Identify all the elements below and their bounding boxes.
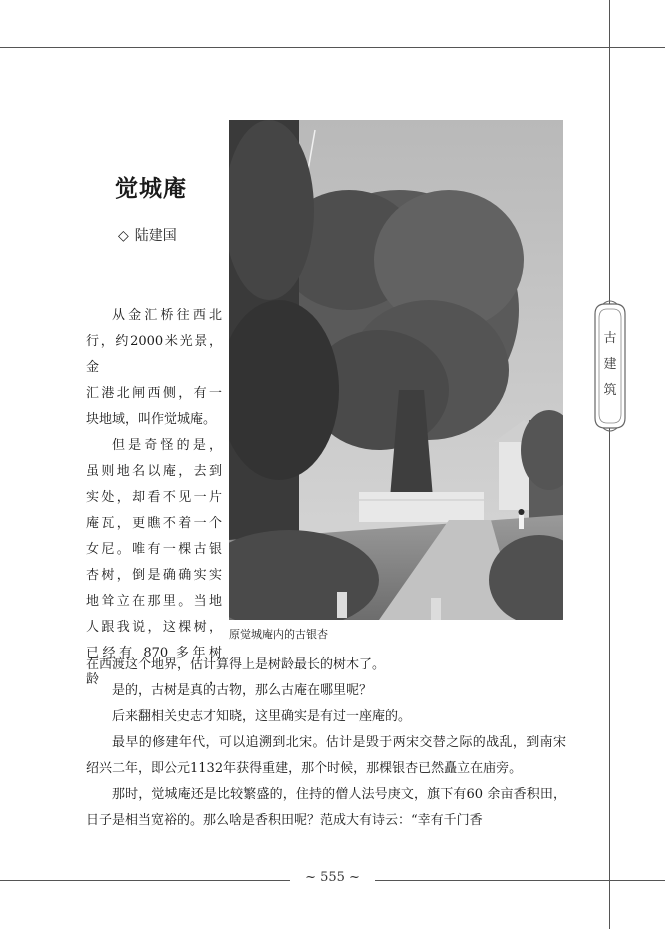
paragraph: 后来翻相关史志才知晓，这里确实是有过一座庵的。: [112, 709, 412, 724]
article-title: 觉城庵: [115, 175, 187, 202]
diamond-icon: ◇: [118, 228, 129, 244]
ginkgo-photo: [229, 120, 563, 620]
narrow-line: 人跟我说，这棵树，: [86, 620, 222, 635]
author-name: 陆建国: [134, 228, 177, 244]
narrow-line: 杏树，倒是确确实实: [86, 568, 222, 583]
narrow-line: 但是奇怪的是，: [112, 438, 222, 453]
narrow-line: 实处，却看不见一片: [86, 490, 222, 505]
footer-rule-left: [0, 880, 290, 881]
tab-char: 筑: [603, 383, 617, 398]
narrow-line: 女尼。唯有一棵古银: [86, 542, 222, 557]
wide-text-column: [86, 652, 566, 834]
tab-char: 建: [603, 357, 617, 372]
paragraph: 是的，古树是真的古物，那么古庵在哪里呢？: [112, 683, 373, 698]
narrow-line: 庵瓦，更瞧不着一个: [86, 516, 222, 531]
author-line: [118, 225, 177, 245]
narrow-text-column: [86, 303, 222, 693]
narrow-line: 块地域，叫作觉城庵。: [86, 412, 217, 427]
margin-rule: [609, 0, 610, 929]
footer-rule-right: [375, 880, 665, 881]
page-number: ~ 555 ~: [305, 870, 360, 885]
paragraph: 那时，觉城庵还是比较繁盛的，住持的僧人法号庚文，旗下有60 余亩香积田，日子是相当宽裕的。那么啥是香积田呢？范成大有诗云：“幸有千门香: [86, 787, 566, 828]
header-rule: [0, 47, 665, 48]
narrow-line: 行，约2000米光景，金: [86, 334, 222, 375]
narrow-line: 已经有 870 多年树龄，: [86, 646, 222, 687]
narrow-line: 虽则地名以庵，去到: [86, 464, 222, 479]
paragraph: 在西渡这个地界，估计算得上是树龄最长的树木了。: [86, 657, 386, 672]
narrow-line: 汇港北闸西侧，有一: [86, 386, 222, 401]
paragraph: 最早的修建年代，可以追溯到北宋。估计是毁于两宋交替之际的战乱，到南宋绍兴二年，即公元1132年获得重建，那个时候，那棵银杏已然矗立在庙旁。: [86, 735, 566, 776]
section-tab-label: [601, 326, 619, 404]
photo-caption: 原觉城庵内的古银杏: [229, 628, 328, 641]
narrow-line: 地耸立在那里。当地: [86, 594, 222, 609]
tab-char: 古: [603, 331, 617, 346]
narrow-line: 从金汇桥往西北: [112, 308, 222, 323]
